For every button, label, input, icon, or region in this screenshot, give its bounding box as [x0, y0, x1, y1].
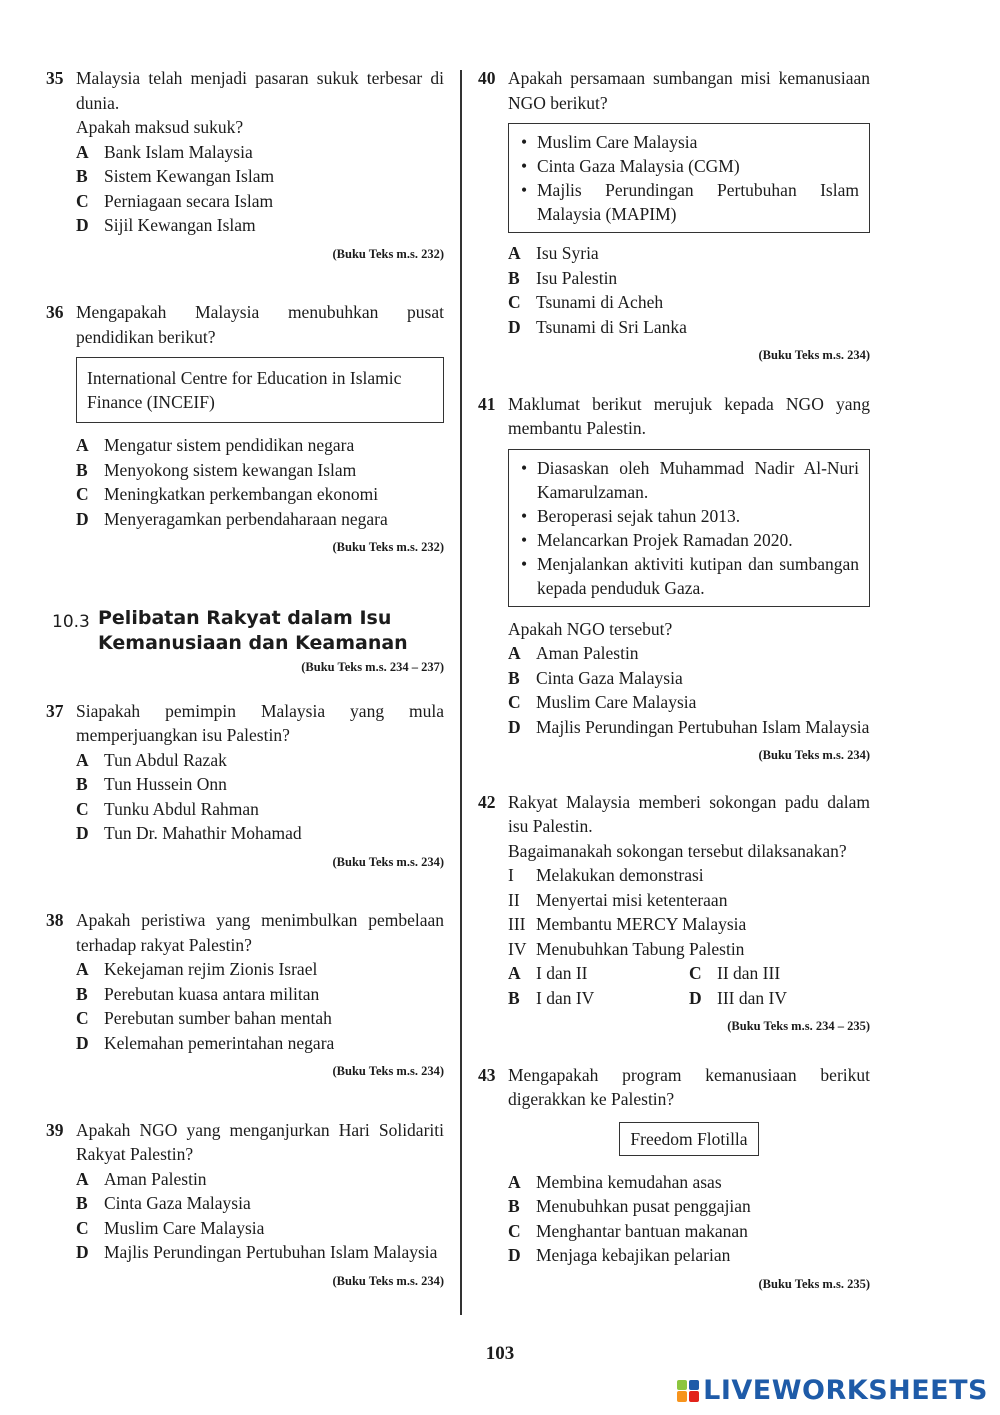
option-c[interactable]: [76, 1216, 444, 1241]
option-text: Majlis Perundingan Pertubuhan Islam Malaysia: [104, 1242, 438, 1262]
options: [76, 748, 444, 846]
option-b[interactable]: [76, 458, 444, 483]
liveworksheets-logo[interactable]: [677, 1375, 988, 1406]
option-b[interactable]: [508, 1194, 870, 1219]
option-letter: B: [76, 166, 88, 186]
textbook-reference: (Buku Teks m.s. 234): [758, 348, 870, 362]
option-d[interactable]: [76, 507, 444, 532]
option-d[interactable]: [508, 715, 870, 740]
options: [508, 241, 870, 339]
option-text: Perebutan sumber bahan mentah: [104, 1008, 332, 1028]
option-c[interactable]: [76, 797, 444, 822]
statement-item: [508, 912, 870, 937]
option-text: I dan II: [536, 963, 588, 983]
textbook-reference: (Buku Teks m.s. 234 – 235): [727, 1019, 870, 1033]
option-a[interactable]: [76, 748, 444, 773]
statement-text: Menubuhkan Tabung Palestin: [536, 938, 745, 959]
textbook-reference: (Buku Teks m.s. 234): [332, 1064, 444, 1078]
option-letter: C: [508, 692, 521, 712]
statement-item: [508, 888, 870, 913]
option-text: Cinta Gaza Malaysia: [536, 667, 683, 688]
option-letter: C: [508, 292, 521, 312]
question-text: Mengapakah Malaysia menubuhkan pusat pendidikan berikut?: [76, 302, 444, 347]
left-column: [46, 66, 444, 1293]
textbook-reference: (Buku Teks m.s. 234): [758, 748, 870, 762]
option-text: Tun Dr. Mahathir Mohamad: [104, 823, 302, 843]
option-text: I dan IV: [536, 987, 595, 1008]
option-letter: D: [76, 215, 89, 235]
option-text: Membina kemudahan asas: [536, 1171, 722, 1192]
question-number: 39: [46, 1119, 64, 1140]
option-text: Tunku Abdul Rahman: [104, 798, 259, 819]
option-a[interactable]: [76, 1167, 444, 1192]
option-b[interactable]: [508, 266, 870, 291]
option-letter: A: [76, 141, 89, 162]
option-letter: D: [508, 1245, 521, 1265]
question-text: Apakah persamaan sumbangan misi kemanusiaan NGO berikut?: [508, 68, 870, 113]
question-text: Apakah NGO yang menganjurkan Hari Solidariti Rakyat Palestin?: [76, 1119, 444, 1164]
option-c[interactable]: [76, 1006, 444, 1031]
option-c[interactable]: [508, 290, 870, 315]
question-number: 38: [46, 910, 64, 930]
option-a[interactable]: [508, 1170, 870, 1195]
info-box: International Centre for Education in Islamic Finance (INCEIF): [76, 357, 444, 423]
question-38: [46, 908, 444, 1084]
option-b[interactable]: [76, 164, 444, 189]
question-number: 43: [478, 1064, 496, 1085]
question-text: Malaysia telah menjadi pasaran sukuk terbesar di dunia.: [76, 68, 444, 113]
question-35: [46, 66, 444, 266]
option-c[interactable]: [508, 690, 870, 715]
info-box: [508, 123, 870, 233]
option-b[interactable]: [508, 666, 870, 691]
option-c[interactable]: [76, 189, 444, 214]
option-text: Isu Palestin: [536, 267, 618, 288]
option-text: Muslim Care Malaysia: [536, 692, 697, 712]
question-text: Mengapakah program kemanusiaan berikut digerakkan ke Palestin?: [508, 1064, 870, 1109]
option-letter: A: [76, 959, 89, 979]
question-number: 41: [478, 393, 496, 414]
option-letter: C: [76, 798, 89, 819]
options: [508, 961, 870, 1010]
option-text: Tun Abdul Razak: [104, 749, 227, 770]
option-a[interactable]: [508, 241, 870, 266]
option-letter: C: [76, 1008, 89, 1028]
statement-text: Melakukan demonstrasi: [536, 865, 704, 885]
option-text: Bank Islam Malaysia: [104, 141, 253, 162]
option-d[interactable]: [689, 986, 870, 1011]
option-letter: B: [76, 1193, 88, 1213]
textbook-reference: (Buku Teks m.s. 232): [332, 246, 444, 261]
option-letter: C: [508, 1220, 521, 1241]
bullet-item: • Beroperasi sejak tahun 2013.: [519, 504, 859, 528]
options: [76, 140, 444, 238]
option-letter: D: [76, 508, 89, 529]
question-text: Rakyat Malaysia memberi sokongan padu dalam isu Palestin.: [508, 791, 870, 836]
option-text: Aman Palestin: [104, 1168, 207, 1189]
question-number: 42: [478, 791, 496, 812]
option-c[interactable]: [508, 1219, 870, 1244]
bullet-item: • Majlis Perundingan Pertubuhan Islam Malaysia (MAPIM): [519, 178, 859, 226]
option-text: Menghantar bantuan makanan: [536, 1220, 748, 1241]
statements: [508, 863, 870, 961]
question-43: [478, 1063, 870, 1297]
options: [508, 1170, 870, 1268]
statement-label: IV: [508, 938, 527, 959]
option-d[interactable]: [76, 213, 444, 238]
options: [508, 641, 870, 739]
question-text: Siapakah pemimpin Malaysia yang mula memperjuangkan isu Palestin?: [76, 700, 444, 745]
option-letter: A: [76, 435, 89, 455]
option-b[interactable]: [76, 772, 444, 797]
option-c[interactable]: [76, 482, 444, 507]
option-b[interactable]: [76, 982, 444, 1007]
option-letter: B: [508, 667, 520, 688]
question-number: 36: [46, 302, 64, 322]
question-subtext: Bagaimanakah sokongan tersebut dilaksanakan?: [508, 840, 847, 861]
option-text: Tsunami di Sri Lanka: [536, 316, 687, 337]
option-letter: C: [76, 190, 89, 211]
option-c[interactable]: [689, 961, 870, 986]
option-text: Menjaga kebajikan pelarian: [536, 1245, 731, 1265]
option-letter: A: [508, 243, 521, 263]
option-letter: A: [508, 643, 521, 663]
statement-item: [508, 863, 870, 888]
info-box: Freedom Flotilla: [619, 1122, 758, 1156]
option-letter: C: [689, 963, 702, 983]
question-36: [46, 300, 444, 560]
textbook-reference: (Buku Teks m.s. 234 – 237): [301, 659, 444, 674]
section-heading: [46, 606, 444, 675]
option-letter: D: [76, 823, 89, 843]
statement-text: Membantu MERCY Malaysia: [536, 914, 747, 934]
question-41: [478, 392, 870, 768]
option-text: II dan III: [717, 963, 781, 983]
question-40: [478, 66, 870, 368]
option-letter: D: [76, 1242, 89, 1262]
option-b[interactable]: [508, 986, 689, 1011]
option-letter: D: [76, 1032, 89, 1053]
bullet-item: • Melancarkan Projek Ramadan 2020.: [519, 528, 859, 552]
option-text: Sistem Kewangan Islam: [104, 166, 275, 186]
section-title: Pelibatan Rakyat dalam Isu Kemanusiaan dan Keamanan: [98, 606, 408, 654]
option-d[interactable]: [508, 1243, 870, 1268]
option-a[interactable]: [508, 641, 870, 666]
option-letter: B: [76, 774, 88, 794]
option-text: Muslim Care Malaysia: [104, 1217, 265, 1238]
question-42: [478, 790, 870, 1039]
question-text: Maklumat berikut merujuk kepada NGO yang membantu Palestin.: [508, 393, 870, 438]
statement-label: II: [508, 889, 520, 910]
option-text: Cinta Gaza Malaysia: [104, 1193, 251, 1213]
right-column: [478, 66, 870, 1296]
statement-text: Menyertai misi ketenteraan: [536, 889, 728, 910]
options: [76, 1167, 444, 1265]
option-text: Tun Hussein Onn: [104, 774, 227, 794]
statement-label: I: [508, 865, 514, 885]
question-37: [46, 699, 444, 875]
option-d[interactable]: [508, 315, 870, 340]
option-letter: B: [508, 1196, 520, 1216]
option-d[interactable]: [76, 821, 444, 846]
options: [76, 957, 444, 1055]
bullet-item: • Diasaskan oleh Muhammad Nadir Al-Nuri Kamarulzaman.: [519, 456, 859, 504]
option-text: Menyokong sistem kewangan Islam: [104, 459, 357, 480]
info-box: [508, 449, 870, 607]
option-letter: B: [508, 267, 520, 288]
option-letter: C: [76, 484, 89, 504]
question-39: [46, 1118, 444, 1294]
option-letter: D: [508, 716, 521, 737]
option-letter: D: [689, 987, 702, 1008]
logo-grid-icon: [677, 1380, 699, 1402]
option-text: Tsunami di Acheh: [536, 292, 664, 312]
option-letter: B: [76, 983, 88, 1004]
question-text: Apakah peristiwa yang menimbulkan pembelaan terhadap rakyat Palestin?: [76, 910, 444, 955]
option-a[interactable]: [76, 433, 444, 458]
bullet-item: • Menjalankan aktiviti kutipan dan sumbangan kepada penduduk Gaza.: [519, 552, 859, 600]
textbook-reference: (Buku Teks m.s. 235): [758, 1276, 870, 1291]
option-letter: B: [508, 987, 520, 1008]
option-a[interactable]: [76, 957, 444, 982]
textbook-reference: (Buku Teks m.s. 234): [332, 1273, 444, 1288]
option-b[interactable]: [76, 1191, 444, 1216]
bullet-item: • Cinta Gaza Malaysia (CGM): [519, 154, 859, 178]
option-text: Kelemahan pemerintahan negara: [104, 1032, 335, 1053]
option-text: Perebutan kuasa antara militan: [104, 983, 320, 1004]
option-a[interactable]: [508, 961, 689, 986]
option-text: Sijil Kewangan Islam: [104, 215, 256, 235]
option-d[interactable]: [76, 1240, 444, 1265]
option-letter: A: [508, 1171, 521, 1192]
question-subtext: Apakah NGO tersebut?: [508, 618, 673, 639]
statement-item: [508, 937, 870, 962]
option-text: Aman Palestin: [536, 643, 639, 663]
option-text: Menubuhkan pusat penggajian: [536, 1196, 751, 1216]
options: [76, 433, 444, 531]
column-divider: [460, 70, 462, 1315]
option-letter: A: [76, 1168, 89, 1189]
option-text: Kekejaman rejim Zionis Israel: [104, 959, 318, 979]
option-a[interactable]: [76, 140, 444, 165]
question-number: 40: [478, 68, 496, 88]
option-d[interactable]: [76, 1031, 444, 1056]
option-letter: A: [76, 749, 89, 770]
question-number: 35: [46, 68, 64, 88]
option-text: III dan IV: [717, 987, 787, 1008]
textbook-reference: (Buku Teks m.s. 232): [332, 540, 444, 554]
option-letter: D: [508, 316, 521, 337]
option-letter: C: [76, 1217, 89, 1238]
statement-label: III: [508, 914, 526, 934]
bullet-item: • Muslim Care Malaysia: [519, 130, 859, 154]
option-text: Meningkatkan perkembangan ekonomi: [104, 484, 379, 504]
option-text: Isu Syria: [536, 243, 599, 263]
question-subtext: Apakah maksud sukuk?: [76, 117, 244, 137]
option-letter: B: [76, 459, 88, 480]
question-number: 37: [46, 700, 64, 721]
option-text: Majlis Perundingan Pertubuhan Islam Malaysia: [536, 716, 870, 737]
textbook-reference: (Buku Teks m.s. 234): [332, 854, 444, 869]
option-letter: A: [508, 963, 521, 983]
option-text: Perniagaan secara Islam: [104, 190, 274, 211]
option-text: Mengatur sistem pendidikan negara: [104, 435, 355, 455]
page-number: 103: [485, 1343, 515, 1364]
option-text: Menyeragamkan perbendaharaan negara: [104, 508, 388, 529]
section-number: 10.3: [52, 611, 90, 632]
logo-text: LIVEWORKSHEETS: [703, 1375, 988, 1406]
